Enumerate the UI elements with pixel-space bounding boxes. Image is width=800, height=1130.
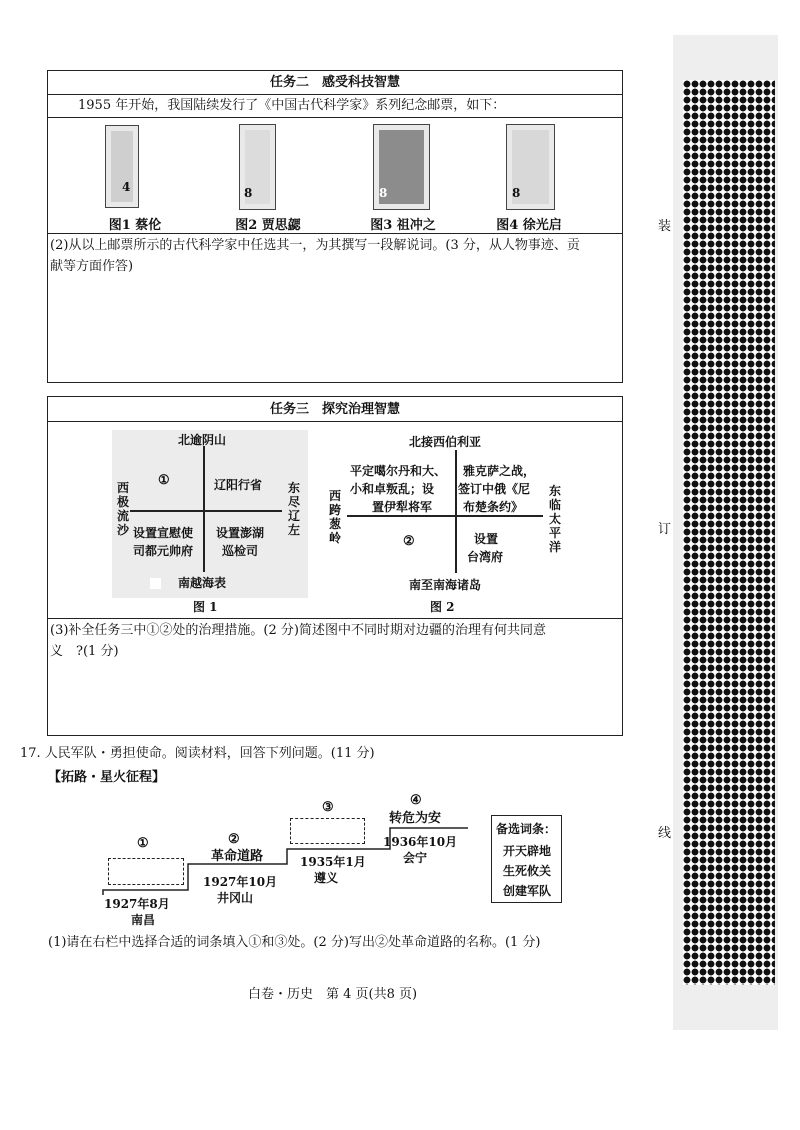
task3-question-line1: (3)补全任务三中①②处的治理措施。(2 分)简述图中不同时期对边疆的治理有何共同意 bbox=[50, 623, 546, 638]
map1-marker-1: ① bbox=[158, 473, 170, 488]
map2-se-line1: 设置 bbox=[474, 532, 499, 546]
map1-ne-label: 辽阳行省 bbox=[214, 478, 263, 492]
task2-stamps-divider bbox=[47, 233, 623, 234]
stamp-caption: 图1 蔡伦 bbox=[108, 218, 162, 233]
map1-north-label: 北逾阴山 bbox=[178, 433, 227, 447]
q17-question-1: (1)请在右栏中选择合适的词条填入①和③处。(2 分)写出②处革命道路的名称。(1 分) bbox=[48, 935, 541, 950]
task2-intro: 1955 年开始，我国陆续发行了《中国古代科学家》系列纪念邮票，如下： bbox=[78, 98, 506, 113]
map1-horizontal-axis bbox=[130, 510, 282, 512]
map2-north-label: 北接西伯利亚 bbox=[409, 435, 482, 449]
map2-ne-line2: 签订中俄《尼 bbox=[458, 482, 531, 496]
timeline-date-3: 1935年1月 bbox=[300, 855, 366, 869]
stamp-caption: 图3 祖冲之 bbox=[370, 218, 436, 233]
binding-word-top: 装 bbox=[658, 219, 672, 234]
timeline-place-4: 会宁 bbox=[403, 851, 428, 865]
map2-ne-line3: 布楚条约》 bbox=[463, 500, 524, 514]
binding-word-bottom: 线 bbox=[658, 826, 672, 841]
task2-title-divider bbox=[47, 94, 623, 95]
q17-section-title: 【拓路・星火征程】 bbox=[48, 770, 166, 785]
task2-intro-divider bbox=[47, 117, 623, 118]
timeline-marker-4: ④ bbox=[410, 793, 422, 808]
map2-east-label: 东临太平洋 bbox=[548, 484, 561, 554]
map1-white-square bbox=[150, 578, 161, 589]
task3-title: 任务三 探究治理智慧 bbox=[269, 402, 400, 417]
option-item: 生死攸关 bbox=[503, 864, 552, 878]
map1-background bbox=[112, 430, 308, 598]
timeline-date-1: 1927年8月 bbox=[104, 897, 170, 911]
map2-horizontal-axis bbox=[347, 515, 543, 517]
map2-vertical-axis bbox=[455, 450, 457, 573]
timeline-label-2: 革命道路 bbox=[211, 849, 264, 864]
timeline-marker-2: ② bbox=[228, 832, 240, 847]
map2-nw-line3: 置伊犁将军 bbox=[372, 500, 433, 514]
map2-caption: 图 2 bbox=[430, 600, 455, 614]
q17-stem: 17. 人民军队・勇担使命。阅读材料，回答下列问题。(11 分) bbox=[20, 746, 375, 761]
map1-se-line2: 巡检司 bbox=[222, 544, 259, 558]
timeline-place-1: 南昌 bbox=[131, 913, 156, 927]
map1-sw-line1: 设置宣慰使 bbox=[133, 526, 194, 540]
stamp-denomination: 8 bbox=[379, 186, 388, 200]
map1-east-label: 东尽辽左 bbox=[287, 481, 300, 537]
map1-sw-line2: 司都元帅府 bbox=[133, 544, 194, 558]
map2-west-label: 西跨葱岭 bbox=[328, 489, 341, 545]
timeline-date-2: 1927年10月 bbox=[203, 875, 278, 889]
map2-south-label: 南至南海诸岛 bbox=[409, 578, 482, 592]
timeline-label-4: 转危为安 bbox=[389, 811, 442, 826]
map1-caption: 图 1 bbox=[193, 600, 218, 614]
timeline-marker-3: ③ bbox=[322, 800, 334, 815]
task3-title-divider bbox=[47, 421, 623, 422]
task2-question-line2: 献等方面作答) bbox=[50, 259, 134, 274]
timeline-marker-1: ① bbox=[137, 836, 149, 851]
map1-vertical-axis bbox=[203, 446, 205, 572]
map2-ne-line1: 雅克萨之战， bbox=[463, 464, 536, 478]
task2-title: 任务二 感受科技智慧 bbox=[269, 75, 400, 90]
stamp-caption: 图4 徐光启 bbox=[496, 218, 562, 233]
timeline-place-3: 遵义 bbox=[314, 871, 339, 885]
task3-maps-divider bbox=[47, 618, 623, 619]
stamp-denomination: 4 bbox=[122, 180, 131, 194]
timeline-place-2: 井冈山 bbox=[217, 891, 254, 905]
stamp-caption: 图2 贾思勰 bbox=[235, 218, 301, 233]
map1-south-label: 南越海表 bbox=[178, 576, 227, 590]
blank-box-3 bbox=[290, 818, 365, 844]
options-title: 备选词条： bbox=[496, 822, 557, 836]
map2-marker-2: ② bbox=[403, 534, 415, 549]
map2-nw-line2: 小和卓叛乱；设 bbox=[350, 482, 435, 496]
task3-question-line2: 义 ?(1 分) bbox=[50, 644, 119, 659]
stamp-denomination: 8 bbox=[512, 186, 521, 200]
option-item: 开天辟地 bbox=[503, 844, 552, 858]
timeline-date-4: 1936年10月 bbox=[383, 835, 458, 849]
blank-box-1 bbox=[108, 858, 184, 885]
stamp-denomination: 8 bbox=[244, 186, 253, 200]
binding-word-mid: 订 bbox=[658, 522, 672, 537]
map2-nw-line1: 平定噶尔丹和大、 bbox=[350, 464, 447, 478]
map1-se-line1: 设置澎湖 bbox=[216, 526, 265, 540]
page-footer: 白卷・历史 第 4 页(共8 页) bbox=[248, 987, 418, 1002]
option-item: 创建军队 bbox=[503, 884, 552, 898]
stamp-cailun-image bbox=[105, 125, 139, 208]
map2-se-line2: 台湾府 bbox=[467, 550, 504, 564]
task2-question-line1: (2)从以上邮票所示的古代科学家中任选其一，为其撰写一段解说词。(3 分，从人物事迹、贡 bbox=[50, 238, 580, 253]
binding-pattern bbox=[683, 80, 775, 985]
map1-west-label: 西极流沙 bbox=[116, 481, 129, 537]
